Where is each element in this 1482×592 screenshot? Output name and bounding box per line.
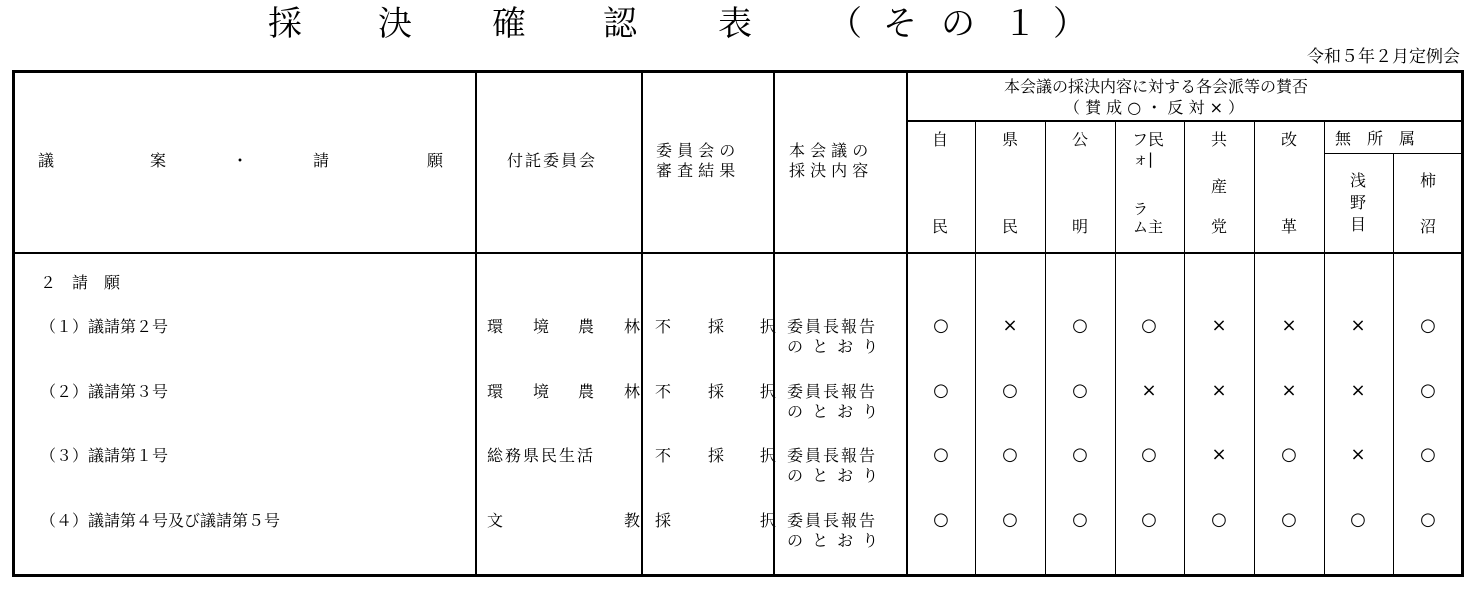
row-item: （４）議請第４号及び議請第５号	[40, 511, 281, 530]
vote-mark: ○	[1141, 315, 1157, 336]
row-committee-char: 林	[624, 317, 641, 336]
vote-mark: ○	[1281, 509, 1297, 530]
title-char: ）	[1053, 4, 1087, 44]
row-plenary-1: 委員長報告	[787, 446, 878, 465]
header-bill: 案	[150, 151, 167, 170]
row-result-char: 択	[760, 446, 777, 465]
header-committee-result-1: 委 員 会 の	[656, 141, 736, 160]
row-result-char: 採	[708, 382, 725, 401]
independent-asano-2: 野	[1350, 193, 1367, 212]
faction-jimin-top: 自	[932, 130, 949, 149]
faction-kyosan-mid: 産	[1211, 177, 1228, 196]
independent-asano-3: 目	[1350, 215, 1367, 234]
row-committee-char: 境	[533, 317, 550, 336]
vote-mark: ×	[1281, 315, 1297, 336]
col-divider	[906, 70, 908, 577]
faction-kyosan-top: 共	[1211, 130, 1228, 149]
row-result-char: 択	[760, 382, 777, 401]
independent-kakinuma-1: 柿	[1420, 171, 1437, 190]
faction-kaikaku-bottom: 革	[1281, 217, 1298, 236]
vote-mark: ○	[1211, 509, 1227, 530]
independent-asano-1: 浅	[1350, 171, 1367, 190]
vote-mark: ○	[1002, 444, 1018, 465]
title-char: 表	[718, 4, 752, 44]
vote-mark: ×	[1211, 444, 1227, 465]
vote-mark: ○	[1420, 315, 1436, 336]
independent-kakinuma-2: 沼	[1420, 217, 1437, 236]
faction-divider	[1045, 120, 1046, 577]
table-border-top	[12, 70, 1464, 73]
row-item: （１）議請第２号	[40, 317, 169, 336]
faction-divider	[1184, 120, 1185, 577]
faction-komei-bottom: 明	[1072, 217, 1089, 236]
title-char: 確	[492, 4, 526, 44]
faction-komei-top: 公	[1072, 130, 1089, 149]
meeting-name: 令和５年２月定例会	[1307, 47, 1460, 67]
factions-legend: （ 賛 成 ○ ・ 反 対 × ）	[1064, 98, 1245, 117]
vote-mark: ○	[933, 444, 949, 465]
faction-divider	[1393, 153, 1394, 577]
row-committee-char: 環	[487, 382, 504, 401]
header-committee: 付託委員会	[507, 151, 598, 170]
vote-mark: ○	[1072, 444, 1088, 465]
row-plenary-2: の と お り	[787, 466, 881, 485]
faction-header-line	[907, 120, 1464, 122]
title-char: 認	[603, 4, 637, 44]
faction-minshu-bottom: ラ ム主	[1133, 200, 1164, 236]
header-bill: 願	[427, 151, 444, 170]
faction-divider	[975, 120, 976, 577]
vote-mark: ×	[1211, 380, 1227, 401]
table-border-right	[1461, 70, 1464, 577]
vote-mark: ○	[1072, 315, 1088, 336]
row-result-char: 採	[708, 317, 725, 336]
vote-mark: ○	[1141, 509, 1157, 530]
col-divider	[641, 70, 643, 577]
table-border-left	[12, 70, 15, 577]
vote-mark: ×	[1350, 380, 1366, 401]
title-char: の	[941, 4, 975, 44]
title-char: そ	[883, 4, 917, 44]
vote-mark: ○	[1072, 380, 1088, 401]
vote-mark: ○	[1002, 509, 1018, 530]
header-plenary-result-1: 本 会 議 の	[789, 141, 869, 160]
row-result-char: 不	[655, 446, 672, 465]
header-bill: ・	[232, 151, 249, 170]
row-plenary-2: の と お り	[787, 402, 881, 421]
faction-divider	[1254, 120, 1255, 577]
row-committee-char: 農	[578, 382, 595, 401]
row-item: （３）議請第１号	[40, 446, 169, 465]
row-plenary-2: の と お り	[787, 337, 881, 356]
vote-mark: ○	[1281, 444, 1297, 465]
independent-header: 無 所 属	[1335, 129, 1416, 148]
vote-mark: ×	[1350, 315, 1366, 336]
faction-divider	[1324, 120, 1325, 577]
row-plenary-2: の と お り	[787, 531, 881, 550]
faction-kyosan-bottom: 党	[1211, 217, 1228, 236]
vote-mark: ×	[1141, 380, 1157, 401]
row-committee-char: 農	[578, 317, 595, 336]
independent-header-line	[1324, 153, 1464, 154]
row-committee-char: 林	[624, 382, 641, 401]
vote-mark: ○	[1072, 509, 1088, 530]
vote-mark: ×	[1002, 315, 1018, 336]
factions-title: 本会議の採決内容に対する各会派等の賛否	[1004, 77, 1309, 96]
faction-minshu-top: フ民	[1132, 130, 1165, 149]
faction-kenmin-bottom: 民	[1002, 217, 1019, 236]
vote-mark: ×	[1211, 315, 1227, 336]
row-plenary-1: 委員長報告	[787, 511, 878, 530]
row-plenary-1: 委員長報告	[787, 317, 878, 336]
title-char: （	[828, 4, 862, 44]
vote-mark: ○	[1350, 509, 1366, 530]
row-result-char: 不	[655, 317, 672, 336]
vote-mark: ×	[1350, 444, 1366, 465]
row-result-char: 採	[708, 446, 725, 465]
faction-kaikaku-top: 改	[1281, 130, 1298, 149]
vote-mark: ○	[933, 315, 949, 336]
faction-divider	[1115, 120, 1116, 577]
vote-mark: ○	[1420, 380, 1436, 401]
row-result-char: 採	[655, 511, 672, 530]
vote-mark: ○	[1141, 444, 1157, 465]
vote-mark: ○	[933, 380, 949, 401]
row-committee-char: 境	[533, 382, 550, 401]
row-result-char: 不	[655, 382, 672, 401]
vote-mark: ○	[933, 509, 949, 530]
vote-mark: ×	[1281, 380, 1297, 401]
faction-minshu-mid: ォ|	[1133, 150, 1154, 168]
header-bill: 請	[313, 151, 330, 170]
row-committee-char: 教	[624, 511, 641, 530]
header-committee-result-2: 審 査 結 果	[656, 161, 736, 180]
title-char: １	[1003, 4, 1037, 44]
header-plenary-result-2: 採 決 内 容	[789, 161, 869, 180]
row-result-char: 択	[760, 317, 777, 336]
row-result-char: 択	[760, 511, 777, 530]
col-divider	[475, 70, 477, 577]
row-committee-char: 環	[487, 317, 504, 336]
row-plenary-1: 委員長報告	[787, 382, 878, 401]
faction-jimin-bottom: 民	[932, 217, 949, 236]
section-label: ２ 請 願	[40, 273, 121, 292]
table-border-bottom	[12, 574, 1464, 577]
header-bill: 議	[38, 151, 55, 170]
title-char: 採	[268, 4, 302, 44]
faction-kenmin-top: 県	[1002, 130, 1019, 149]
row-committee-char: 文	[487, 511, 504, 530]
vote-mark: ○	[1002, 380, 1018, 401]
title-char: 決	[378, 4, 412, 44]
header-divider	[12, 252, 1464, 254]
row-committee: 総務県民生活	[487, 446, 596, 465]
row-item: （２）議請第３号	[40, 382, 169, 401]
vote-mark: ○	[1420, 509, 1436, 530]
vote-mark: ○	[1420, 444, 1436, 465]
